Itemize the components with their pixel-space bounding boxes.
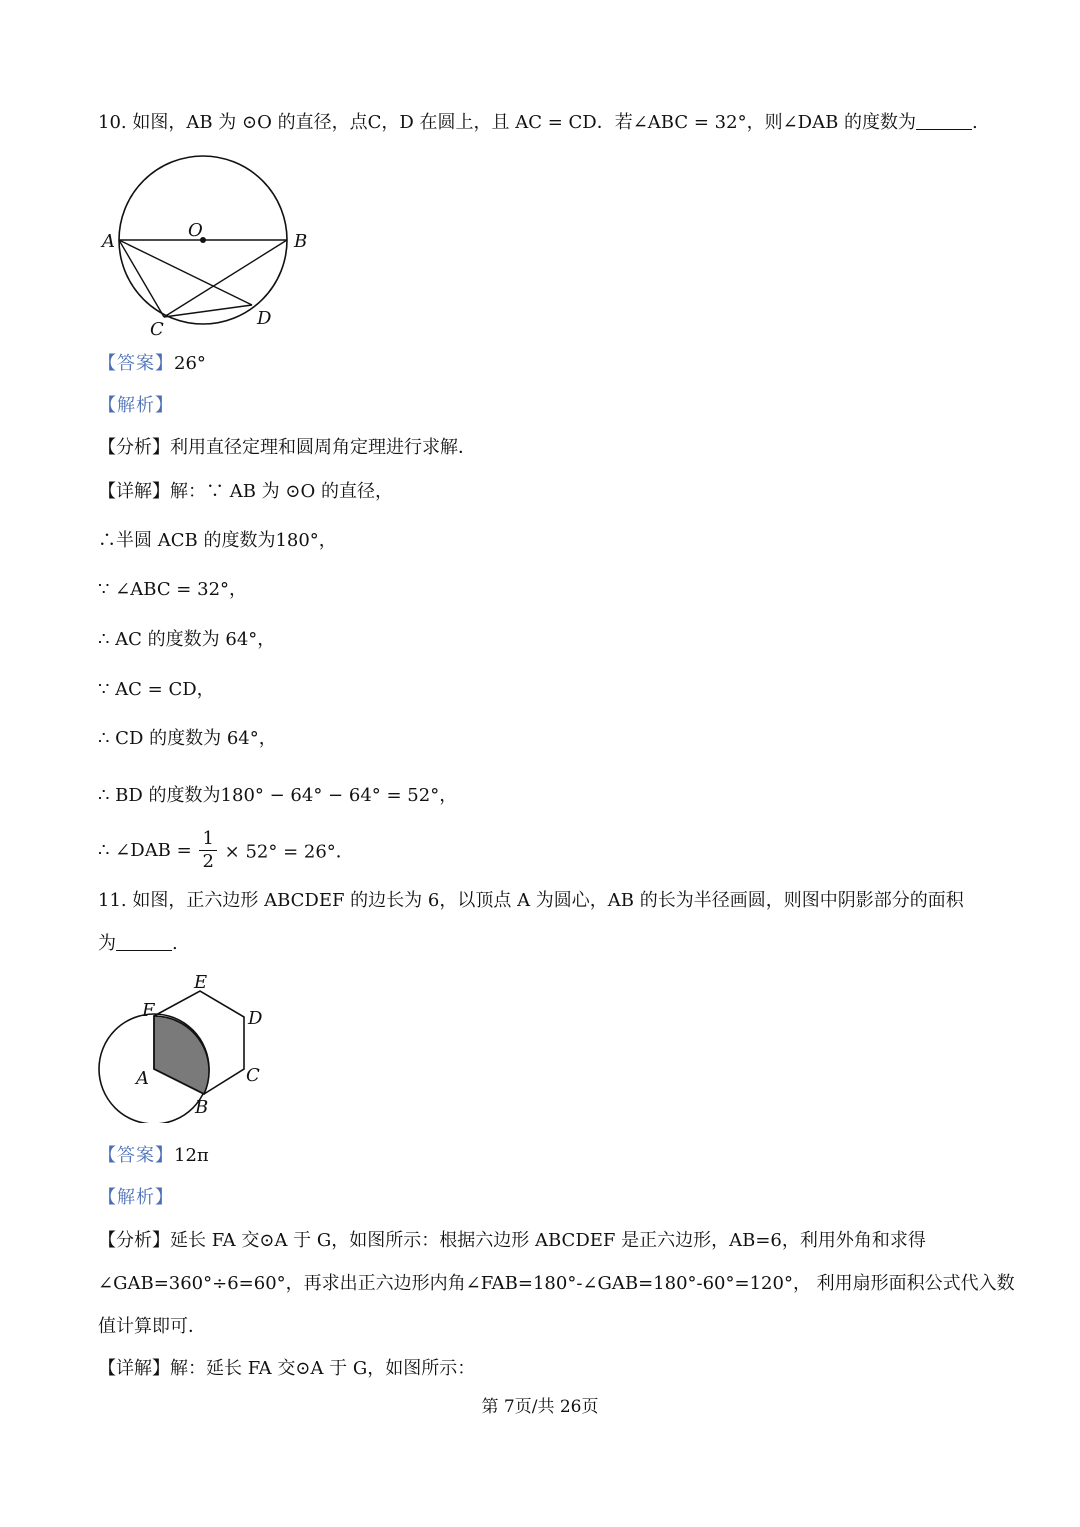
q11-analysis-heading: 【解析】 bbox=[98, 1187, 174, 1208]
q11-figure bbox=[96, 968, 276, 1123]
q10-step-2: ∴半圆 ACB 的度数为180°， bbox=[98, 530, 337, 551]
page-footer: 第 7页/共 26页 bbox=[481, 1397, 599, 1417]
q11-fenxi-line1: 【分析】延长 FA 交⊙A 于 G，如图所示：根据六边形 ABCDEF 是正六边形，AB=6，利用外角和求得 bbox=[98, 1230, 926, 1251]
q10-step-3: ∵ ∠ABC = 32°， bbox=[98, 579, 248, 600]
q11-label-b: B bbox=[195, 1097, 209, 1118]
q10-label-o: O bbox=[188, 220, 203, 241]
q10-question: 10. 如图，AB 为 ⊙O 的直径，点C，D 在圆上，且 AC = CD．若∠ABC = 32°，则∠DAB 的度数为 . bbox=[98, 112, 978, 133]
q11-label-c: C bbox=[246, 1065, 260, 1086]
q11-answer-blank bbox=[116, 932, 172, 951]
q10-label-a: A bbox=[102, 231, 115, 252]
q10-step-7: ∴ BD 的度数为180° − 64° − 64° = 52°， bbox=[98, 785, 458, 806]
q11-answer: 【答案】12π bbox=[98, 1145, 209, 1166]
q10-step-6: ∴ CD 的度数为 64°， bbox=[98, 728, 277, 749]
q10-step-4: ∴ AC 的度数为 64°， bbox=[98, 629, 276, 650]
q10-figure bbox=[98, 150, 328, 345]
q10-final-step: ∴ ∠DAB = $\frac{1}{2}$ × 52° = 26°． bbox=[98, 828, 354, 872]
q11-label-d: D bbox=[248, 1008, 263, 1029]
q11-label-f: F bbox=[142, 1000, 155, 1021]
q10-answer: 【答案】26° bbox=[98, 353, 206, 374]
q11-question-line1: 11. 如图，正六边形 ABCDEF 的边长为 6，以顶点 A 为圆心，AB 的长为半径画圆，则图中阴影部分的面积 bbox=[98, 890, 964, 911]
q11-fenxi-line2: ∠GAB=360°÷6=60°，再求出正六边形内角∠FAB=180°-∠GAB=180°-60°=120°， 利用扇形面积公式代入数 bbox=[98, 1273, 1015, 1294]
q10-label-b: B bbox=[294, 231, 308, 252]
q10-step-5: ∵ AC = CD， bbox=[98, 679, 215, 700]
q10-answer-blank bbox=[916, 111, 972, 130]
q11-label-a: A bbox=[136, 1068, 149, 1089]
q10-fraction: $\frac{1}{2}$ bbox=[199, 828, 216, 873]
q11-question-line2: 为 . bbox=[98, 933, 178, 954]
q11-xiangjie: 【详解】解：延长 FA 交⊙A 于 G，如图所示： bbox=[98, 1358, 476, 1379]
q11-label-e: E bbox=[194, 972, 208, 993]
q11-fenxi-line3: 值计算即可． bbox=[98, 1316, 206, 1337]
q10-fenxi: 【分析】利用直径定理和圆周角定理进行求解． bbox=[98, 437, 476, 458]
q10-label-d: D bbox=[257, 308, 272, 329]
q10-analysis-heading: 【解析】 bbox=[98, 395, 174, 416]
q10-label-c: C bbox=[150, 319, 164, 340]
q10-step-1: 【详解】解：∵ AB 为 ⊙O 的直径， bbox=[98, 481, 393, 502]
q10-chord-bc bbox=[164, 240, 287, 317]
